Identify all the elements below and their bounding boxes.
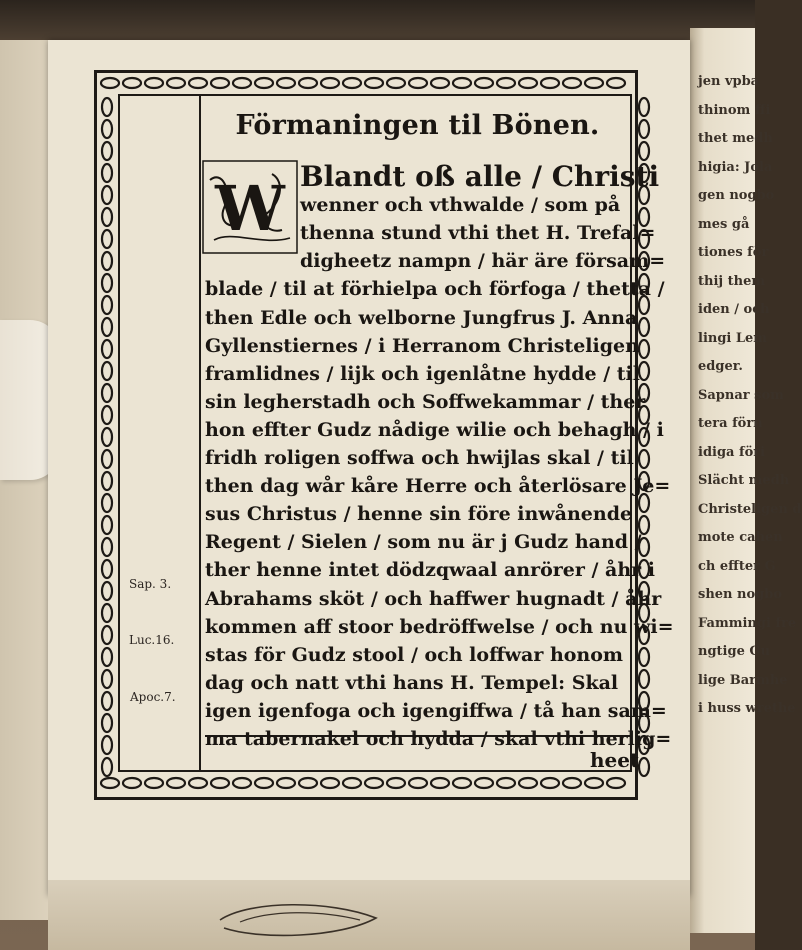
chain-link (475, 78, 493, 88)
chain-link (299, 778, 317, 788)
chain-link (123, 778, 141, 788)
chain-link (211, 78, 229, 88)
chain-link (639, 120, 649, 138)
facing-page-fragment: ngtige Gu (698, 644, 770, 659)
chain-link (102, 714, 112, 732)
facing-page-fragment: higia: Jola (698, 159, 773, 175)
text-line: wenner och vthwalde / som på (300, 194, 621, 217)
chain-border-top (97, 72, 629, 94)
facing-page-fragment: thij them (698, 273, 766, 289)
text-line: stas för Gudz stool / och loffwar honom (205, 643, 624, 666)
chain-link (563, 778, 581, 788)
text-line: ma tabernakel och hydda / skal vthi herlig= (205, 728, 672, 750)
margin-rule (199, 94, 201, 770)
chain-link (475, 778, 493, 788)
facing-page-fragment: i huss wrethe (698, 701, 796, 716)
catchword: heet (590, 748, 640, 772)
chain-link (102, 164, 112, 182)
chain-link (211, 778, 229, 788)
facing-page-fragment: tiones för (698, 245, 769, 260)
facing-page-fragment: thinom ffi (698, 102, 771, 118)
chain-link (102, 142, 112, 160)
chain-link (409, 78, 427, 88)
chain-link (585, 78, 603, 88)
chain-link (102, 318, 112, 336)
facing-page-fragment: lingi Lem (698, 330, 768, 346)
text-line: sin legherstadh och Soffwekammar / ther (205, 390, 646, 413)
text-line: framlidnes / lijk och igenlåtne hydde / til (205, 362, 640, 385)
chain-link (102, 494, 112, 512)
text-line: then Edle och welborne Jungfrus J. Anna (205, 306, 638, 329)
chain-link (453, 778, 471, 788)
chain-link (639, 670, 649, 688)
chain-link (102, 120, 112, 138)
chain-link (343, 78, 361, 88)
text-line: digheetz nampn / här äre försam= (300, 250, 666, 273)
facing-page-fragment: Sapnar som (698, 387, 784, 403)
chain-link (145, 778, 163, 788)
chain-link (431, 78, 449, 88)
chain-link (102, 186, 112, 204)
chain-link (102, 296, 112, 314)
chain-link (167, 778, 185, 788)
chain-link (343, 778, 361, 788)
chain-link (639, 362, 649, 380)
chain-link (145, 78, 163, 88)
chain-link (102, 230, 112, 248)
chain-link (519, 78, 537, 88)
chain-link (431, 778, 449, 788)
chain-link (102, 692, 112, 710)
chain-link (233, 778, 251, 788)
chain-border-left (96, 94, 118, 772)
chain-link (639, 98, 649, 116)
chain-link (189, 78, 207, 88)
text-line: igen igenfoga och igengiffwa / tå han sam= (205, 699, 667, 722)
facing-page-fragment: jen vpba (698, 74, 760, 89)
chain-link (387, 78, 405, 88)
facing-page-fragment: ch effter G (698, 558, 776, 574)
chain-link (102, 450, 112, 468)
chain-link (607, 78, 625, 88)
marginal-note: Sap. 3. (129, 577, 172, 591)
chain-link (102, 560, 112, 578)
marginal-note: Luc.16. (129, 633, 175, 647)
chain-border-bottom (97, 772, 629, 794)
text-line: then dag wår kåre Herre och återlösare Je= (205, 475, 671, 498)
chain-link (639, 450, 649, 468)
text-line: Abrahams sköt / och haffwer hugnadt / åhr (205, 587, 662, 610)
facing-page-fragment: Slächt medh (698, 473, 790, 488)
chain-link (453, 78, 471, 88)
chain-link (102, 274, 112, 292)
text-line: hon effter Gudz nådige wilie och behagh / i (205, 418, 664, 441)
text-line: kommen aff stoor bedröffwelse / och nu wi= (205, 615, 674, 638)
chain-link (102, 362, 112, 380)
marginal-note: Apoc.7. (130, 690, 176, 704)
chain-link (365, 778, 383, 788)
text-line: dag och natt vthi hans H. Tempel: Skal (205, 671, 619, 694)
chain-link (102, 472, 112, 490)
chain-link (541, 78, 559, 88)
chain-link (409, 778, 427, 788)
facing-page-fragment: shen nogbo (698, 587, 782, 602)
chain-link (102, 582, 112, 600)
chain-link (101, 778, 119, 788)
chain-link (277, 78, 295, 88)
chain-link (321, 778, 339, 788)
text-line: Regent / Sielen / som nu är j Gudz hand / (205, 531, 642, 554)
chain-link (102, 252, 112, 270)
text-line: ther henne intet dödzqwaal anrörer / åhr i (205, 559, 656, 582)
chain-link (102, 340, 112, 358)
chain-link (639, 142, 649, 160)
chain-link (365, 78, 383, 88)
decorated-initial (202, 160, 298, 254)
text-line: sus Christus / henne sin före inwånende (205, 503, 633, 526)
chain-link (299, 78, 317, 88)
chain-link (563, 78, 581, 88)
chain-link (102, 648, 112, 666)
chain-link (102, 670, 112, 688)
chain-link (102, 604, 112, 622)
text-line: Gyllenstiernes / i Herranom Christeligen (205, 334, 639, 357)
facing-page-fragment: lige Barmhe (698, 672, 788, 688)
chain-link (102, 406, 112, 424)
facing-page-fragment: mes gå (698, 216, 750, 232)
chain-link (102, 516, 112, 534)
flourish-ornament (210, 898, 386, 942)
facing-page-fragment: iden / och (698, 302, 770, 317)
facing-page-fragment: mote cahen (698, 530, 783, 545)
chain-link (101, 78, 119, 88)
chain-link (102, 428, 112, 446)
chain-link (102, 208, 112, 226)
text-line: thenna stund vthi thet H. Trefal= (300, 222, 656, 245)
chain-link (102, 98, 112, 116)
facing-page-fragment: gen nogbo (698, 188, 775, 203)
chain-link (639, 318, 649, 336)
chain-link (255, 778, 273, 788)
chain-link (321, 78, 339, 88)
chain-link (102, 626, 112, 644)
chain-link (277, 778, 295, 788)
facing-page-fragment: Fammingi fre (698, 615, 797, 631)
facing-page (690, 28, 802, 933)
drop-initial-letter: W (215, 172, 285, 245)
text-line: blade / til at förhielpa och förfoga / thetta / (205, 278, 665, 301)
text-line: Blandt oß alle / Christi (300, 160, 660, 193)
facing-page-fragment: thet medh (698, 131, 773, 146)
chain-link (585, 778, 603, 788)
chain-link (123, 78, 141, 88)
page-title: Förmaningen til Bönen. (235, 110, 600, 141)
chain-link (102, 736, 112, 754)
chain-link (497, 778, 515, 788)
chain-link (387, 778, 405, 788)
chain-link (497, 78, 515, 88)
facing-page-fragment: tera förn (698, 416, 763, 431)
chain-link (189, 778, 207, 788)
facing-page-fragment: edger. (698, 359, 743, 374)
chain-link (541, 778, 559, 788)
chain-link (167, 78, 185, 88)
chain-link (102, 384, 112, 402)
chain-link (519, 778, 537, 788)
chain-link (233, 78, 251, 88)
chain-link (639, 340, 649, 358)
facing-page-fragment: idiga föri (698, 444, 766, 460)
chain-link (639, 648, 649, 666)
text-line: fridh roligen soffwa och hwijlas skal / til (205, 447, 634, 469)
chain-link (255, 78, 273, 88)
chain-link (607, 778, 625, 788)
facing-page-fragment: Christeligen d (698, 501, 802, 517)
chain-link (102, 538, 112, 556)
